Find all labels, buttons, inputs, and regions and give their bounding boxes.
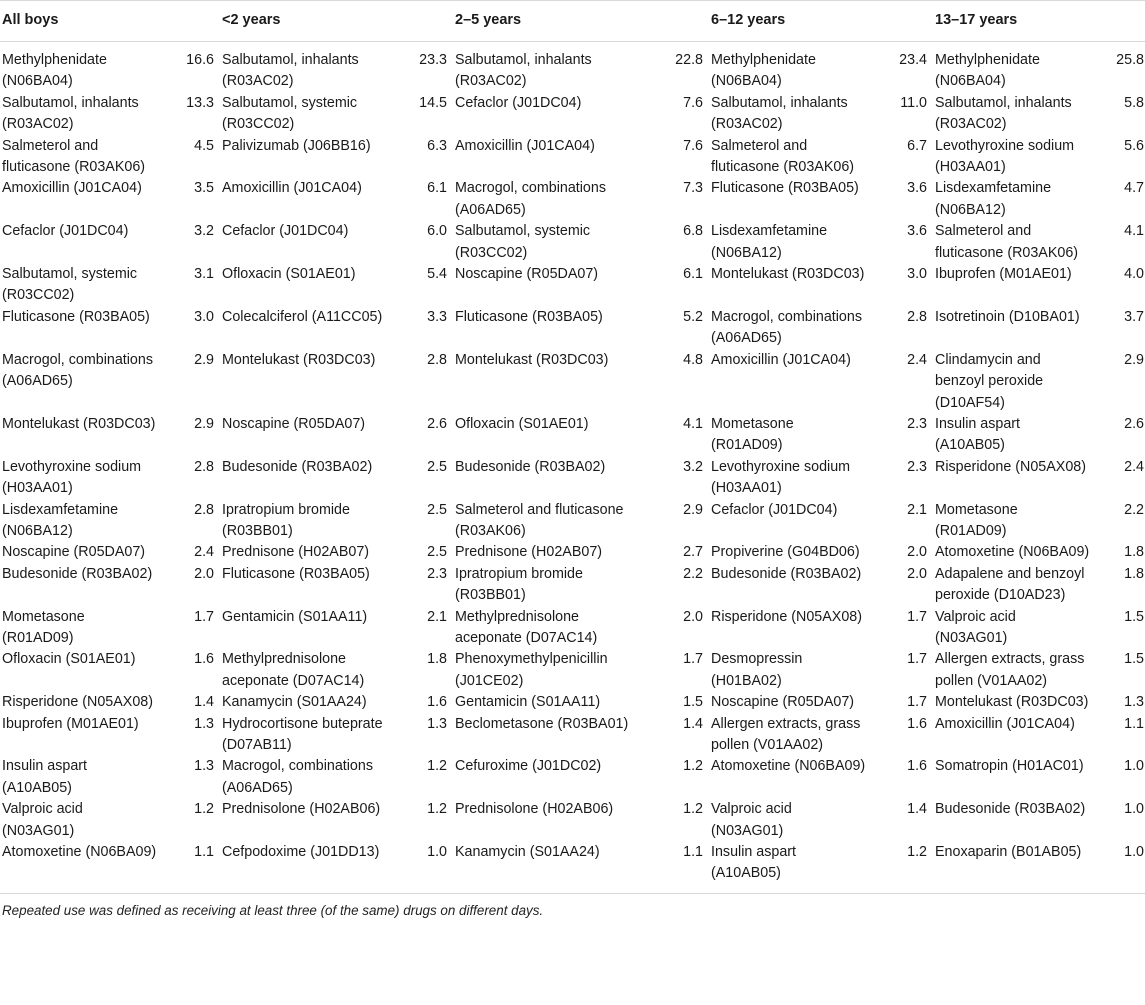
percent-value-under-2: 2.5 xyxy=(427,544,447,561)
percent-value-under-2: 2.8 xyxy=(427,351,447,368)
drug-name-6-12: Lisdexamfetamine (N06BA12) xyxy=(711,223,828,261)
drug-name-all-boys: Methylphenidate (N06BA04) xyxy=(2,52,107,90)
percent-value-6-12: 2.3 xyxy=(907,458,927,475)
percent-value-2-5: 1.2 xyxy=(683,801,703,818)
drug-name-under-2: Macrogol, combinations (A06AD65) xyxy=(222,758,373,796)
drug-name-all-boys: Risperidone (N05AX08) xyxy=(2,694,153,711)
percent-value-2-5: 1.5 xyxy=(683,694,703,711)
percent-value-all-boys: 16.6 xyxy=(186,52,214,68)
percent-value-13-17: 1.0 xyxy=(1124,844,1144,861)
percent-value-2-5: 2.0 xyxy=(683,608,703,625)
drug-name-6-12: Levothyroxine sodium (H03AA01) xyxy=(711,458,851,497)
percent-value-all-boys: 3.1 xyxy=(194,266,214,283)
drug-name-under-2: Hydrocortisone buteprate (D07AB11) xyxy=(222,715,383,753)
percent-value-6-12: 1.7 xyxy=(907,694,927,711)
percent-value-6-12: 3.6 xyxy=(907,223,927,240)
drug-name-2-5: Prednisone (H02AB07) xyxy=(455,544,603,561)
drug-name-2-5: Beclometasone (R03BA01) xyxy=(455,715,629,732)
drug-name-under-2: Prednisolone (H02AB06) xyxy=(222,801,381,818)
percent-value-6-12: 3.0 xyxy=(907,266,927,283)
percent-value-all-boys: 2.4 xyxy=(194,544,214,561)
drug-name-13-17: Montelukast (R03DC03) xyxy=(935,694,1089,711)
drug-name-under-2: Prednisone (H02AB07) xyxy=(222,544,370,561)
percent-value-under-2: 2.5 xyxy=(427,458,447,475)
table-row xyxy=(0,799,1145,842)
drug-name-under-2: Gentamicin (S01AA11) xyxy=(222,608,368,625)
drug-name-13-17: Atomoxetine (N06BA09) xyxy=(935,544,1090,561)
drug-name-13-17: Adapalene and benzoyl peroxide (D10AD23) xyxy=(935,565,1085,604)
table-row xyxy=(0,414,1145,457)
drug-name-2-5: Salmeterol and fluticasone (R03AK06) xyxy=(455,501,624,539)
drug-name-2-5: Kanamycin (S01AA24) xyxy=(455,844,600,861)
drug-name-under-2: Cefaclor (J01DC04) xyxy=(222,223,349,240)
percent-value-under-2: 6.1 xyxy=(427,180,447,197)
percent-value-6-12: 2.4 xyxy=(907,351,927,368)
percent-value-6-12: 6.7 xyxy=(907,137,927,154)
table-row xyxy=(0,264,1145,307)
drug-name-2-5: Gentamicin (S01AA11) xyxy=(455,694,601,711)
percent-value-under-2: 14.5 xyxy=(419,94,447,111)
drug-name-all-boys: Noscapine (R05DA07) xyxy=(2,544,146,561)
table-row xyxy=(0,42,1145,93)
drug-name-2-5: Prednisolone (H02AB06) xyxy=(455,801,614,818)
percent-value-under-2: 1.0 xyxy=(427,844,447,861)
drug-name-all-boys: Salbutamol, inhalants (R03AC02) xyxy=(2,94,139,133)
table-row xyxy=(0,178,1145,221)
drug-name-under-2: Fluticasone (R03BA05) xyxy=(222,565,370,582)
table-row xyxy=(0,842,1145,893)
percent-value-6-12: 1.7 xyxy=(907,608,927,625)
percent-value-13-17: 2.9 xyxy=(1124,351,1144,368)
percent-value-under-2: 1.2 xyxy=(427,758,447,775)
percent-value-all-boys: 1.3 xyxy=(194,758,214,775)
drug-name-under-2: Ofloxacin (S01AE01) xyxy=(222,266,356,283)
drug-name-2-5: Salbutamol, inhalants (R03AC02) xyxy=(455,52,592,90)
header-all-boys: All boys xyxy=(0,1,220,42)
percent-value-6-12: 2.0 xyxy=(907,544,927,561)
percent-value-2-5: 1.4 xyxy=(683,715,703,732)
table-row xyxy=(0,649,1145,692)
table-row xyxy=(0,307,1145,350)
drug-name-13-17: Salbutamol, inhalants (R03AC02) xyxy=(935,94,1072,133)
drug-name-under-2: Cefpodoxime (J01DD13) xyxy=(222,844,380,861)
drug-name-under-2: Noscapine (R05DA07) xyxy=(222,415,366,432)
percent-value-2-5: 2.7 xyxy=(683,544,703,561)
percent-value-under-2: 6.3 xyxy=(427,137,447,154)
percent-value-6-12: 23.4 xyxy=(899,52,927,68)
drug-name-all-boys: Budesonide (R03BA02) xyxy=(2,565,153,582)
drug-name-all-boys: Macrogol, combinations (A06AD65) xyxy=(2,351,153,390)
table-header xyxy=(0,1,1145,42)
percent-value-under-2: 2.6 xyxy=(427,415,447,432)
percent-value-under-2: 2.3 xyxy=(427,565,447,582)
drug-name-under-2: Kanamycin (S01AA24) xyxy=(222,694,367,711)
drug-name-under-2: Salbutamol, systemic (R03CC02) xyxy=(222,94,358,133)
percent-value-2-5: 3.2 xyxy=(683,458,703,475)
percent-value-2-5: 7.3 xyxy=(683,180,703,197)
drug-name-6-12: Risperidone (N05AX08) xyxy=(711,608,862,625)
percent-value-under-2: 5.4 xyxy=(427,266,447,283)
drug-name-all-boys: Ofloxacin (S01AE01) xyxy=(2,651,136,668)
percent-value-2-5: 4.1 xyxy=(683,415,703,432)
percent-value-all-boys: 1.6 xyxy=(194,651,214,668)
percent-value-2-5: 1.1 xyxy=(683,844,703,861)
drug-name-13-17: Levothyroxine sodium (H03AA01) xyxy=(935,137,1075,176)
percent-value-2-5: 6.8 xyxy=(683,223,703,240)
drug-name-6-12: Salbutamol, inhalants (R03AC02) xyxy=(711,94,848,133)
percent-value-13-17: 5.8 xyxy=(1124,94,1144,111)
drug-name-2-5: Amoxicillin (J01CA04) xyxy=(455,137,595,154)
drug-name-6-12: Valproic acid (N03AG01) xyxy=(711,801,792,839)
percent-value-13-17: 4.1 xyxy=(1124,223,1144,240)
percent-value-13-17: 1.3 xyxy=(1124,694,1144,711)
percent-value-13-17: 4.7 xyxy=(1124,180,1144,197)
drug-name-13-17: Insulin aspart (A10AB05) xyxy=(935,415,1021,454)
percent-value-13-17: 2.4 xyxy=(1124,458,1144,475)
percent-value-2-5: 22.8 xyxy=(675,52,703,68)
drug-name-13-17: Mometasone (R01AD09) xyxy=(935,501,1018,539)
drug-name-6-12: Allergen extracts, grass pollen (V01AA02) xyxy=(711,715,861,753)
percent-value-all-boys: 2.9 xyxy=(194,351,214,368)
percent-value-all-boys: 13.3 xyxy=(186,94,214,111)
percent-value-13-17: 1.5 xyxy=(1124,651,1144,668)
drug-name-under-2: Budesonide (R03BA02) xyxy=(222,458,373,475)
percent-value-6-12: 3.6 xyxy=(907,180,927,197)
drug-name-13-17: Clindamycin and benzoyl peroxide (D10AF54) xyxy=(935,351,1044,411)
percent-value-under-2: 6.0 xyxy=(427,223,447,240)
drug-name-under-2: Amoxicillin (J01CA04) xyxy=(222,180,362,197)
percent-value-all-boys: 1.2 xyxy=(194,801,214,818)
drug-name-2-5: Ofloxacin (S01AE01) xyxy=(455,415,589,432)
percent-value-2-5: 2.9 xyxy=(683,501,703,518)
table-row xyxy=(0,756,1145,799)
drug-name-2-5: Methylprednisolone aceponate (D07AC14) xyxy=(455,608,598,646)
percent-value-under-2: 23.3 xyxy=(419,52,447,68)
percent-value-under-2: 3.3 xyxy=(427,308,447,325)
drug-name-under-2: Montelukast (R03DC03) xyxy=(222,351,376,368)
percent-value-under-2: 1.3 xyxy=(427,715,447,732)
drug-name-6-12: Insulin aspart (A10AB05) xyxy=(711,844,797,882)
drug-name-2-5: Noscapine (R05DA07) xyxy=(455,266,599,283)
percent-value-6-12: 2.0 xyxy=(907,565,927,582)
percent-value-13-17: 1.8 xyxy=(1124,544,1144,561)
percent-value-under-2: 1.2 xyxy=(427,801,447,818)
header-2-5-years: 2–5 years xyxy=(453,1,709,42)
percent-value-2-5: 1.7 xyxy=(683,651,703,668)
drug-name-2-5: Fluticasone (R03BA05) xyxy=(455,308,603,325)
percent-value-6-12: 1.2 xyxy=(907,844,927,861)
percent-value-6-12: 2.1 xyxy=(907,501,927,518)
percent-value-13-17: 1.8 xyxy=(1124,565,1144,582)
drug-name-all-boys: Salbutamol, systemic (R03CC02) xyxy=(2,266,138,304)
table-row xyxy=(0,350,1145,414)
drug-name-under-2: Ipratropium bromide (R03BB01) xyxy=(222,501,350,539)
percent-value-13-17: 1.5 xyxy=(1124,608,1144,625)
percent-value-all-boys: 1.1 xyxy=(194,844,214,861)
drug-name-6-12: Mometasone (R01AD09) xyxy=(711,415,794,454)
drug-name-2-5: Budesonide (R03BA02) xyxy=(455,458,606,475)
drug-name-2-5: Ipratropium bromide (R03BB01) xyxy=(455,565,583,604)
percent-value-6-12: 1.7 xyxy=(907,651,927,668)
percent-value-2-5: 5.2 xyxy=(683,308,703,325)
percent-value-all-boys: 4.5 xyxy=(194,137,214,154)
drug-name-13-17: Salmeterol and fluticasone (R03AK06) xyxy=(935,223,1079,261)
percent-value-under-2: 1.8 xyxy=(427,651,447,668)
header-under-2-years: <2 years xyxy=(220,1,453,42)
percent-value-all-boys: 1.7 xyxy=(194,608,214,625)
drug-name-13-17: Enoxaparin (B01AB05) xyxy=(935,844,1082,861)
drug-name-13-17: Methylphenidate (N06BA04) xyxy=(935,52,1040,90)
drug-name-all-boys: Cefaclor (J01DC04) xyxy=(2,223,129,240)
drug-name-under-2: Palivizumab (J06BB16) xyxy=(222,137,371,154)
table-row xyxy=(0,500,1145,543)
percent-value-6-12: 2.8 xyxy=(907,308,927,325)
percent-value-13-17: 4.0 xyxy=(1124,266,1144,283)
drug-name-6-12: Noscapine (R05DA07) xyxy=(711,694,855,711)
table-footnote: Repeated use was defined as receiving at least three (of the same) drugs on different days. xyxy=(2,902,544,918)
drug-name-all-boys: Atomoxetine (N06BA09) xyxy=(2,844,157,861)
drug-name-13-17: Amoxicillin (J01CA04) xyxy=(935,715,1075,732)
table-body xyxy=(0,42,1145,894)
drug-name-all-boys: Valproic acid (N03AG01) xyxy=(2,801,83,839)
drug-name-2-5: Montelukast (R03DC03) xyxy=(455,351,609,368)
percent-value-under-2: 2.5 xyxy=(427,501,447,518)
percent-value-all-boys: 1.3 xyxy=(194,715,214,732)
percent-value-13-17: 3.7 xyxy=(1124,308,1144,325)
percent-value-2-5: 7.6 xyxy=(683,94,703,111)
percent-value-all-boys: 1.4 xyxy=(194,694,214,711)
drug-name-13-17: Valproic acid (N03AG01) xyxy=(935,608,1016,646)
drug-name-all-boys: Ibuprofen (M01AE01) xyxy=(2,715,139,732)
drug-name-6-12: Atomoxetine (N06BA09) xyxy=(711,758,866,775)
table-row xyxy=(0,221,1145,264)
percent-value-6-12: 1.4 xyxy=(907,801,927,818)
table-row xyxy=(0,136,1145,179)
drug-name-all-boys: Lisdexamfetamine (N06BA12) xyxy=(2,501,119,539)
drug-name-6-12: Salmeterol and fluticasone (R03AK06) xyxy=(711,137,855,176)
percent-value-under-2: 1.6 xyxy=(427,694,447,711)
drug-name-13-17: Budesonide (R03BA02) xyxy=(935,801,1086,818)
drug-name-13-17: Isotretinoin (D10BA01) xyxy=(935,308,1080,325)
drug-name-2-5: Cefuroxime (J01DC02) xyxy=(455,758,602,775)
drug-name-all-boys: Insulin aspart (A10AB05) xyxy=(2,758,88,796)
table-row xyxy=(0,714,1145,757)
percent-value-2-5: 6.1 xyxy=(683,266,703,283)
percent-value-all-boys: 2.9 xyxy=(194,415,214,432)
drug-name-all-boys: Salmeterol and fluticasone (R03AK06) xyxy=(2,137,146,176)
drug-name-6-12: Amoxicillin (J01CA04) xyxy=(711,351,851,368)
drug-name-6-12: Methylphenidate (N06BA04) xyxy=(711,52,816,90)
percent-value-13-17: 25.8 xyxy=(1116,52,1144,68)
drug-name-2-5: Phenoxymethylpenicillin (J01CE02) xyxy=(455,651,608,689)
drug-name-under-2: Colecalciferol (A11CC05) xyxy=(222,308,383,325)
percent-value-all-boys: 2.0 xyxy=(194,565,214,582)
header-6-12-years: 6–12 years xyxy=(709,1,933,42)
percent-value-6-12: 2.3 xyxy=(907,415,927,432)
percent-value-6-12: 1.6 xyxy=(907,758,927,775)
percent-value-6-12: 1.6 xyxy=(907,715,927,732)
drug-name-13-17: Ibuprofen (M01AE01) xyxy=(935,266,1072,283)
drug-name-all-boys: Fluticasone (R03BA05) xyxy=(2,308,150,325)
drug-name-all-boys: Levothyroxine sodium (H03AA01) xyxy=(2,458,142,497)
drug-name-13-17: Allergen extracts, grass pollen (V01AA02) xyxy=(935,651,1085,689)
table-row xyxy=(0,542,1145,563)
percent-value-13-17: 2.6 xyxy=(1124,415,1144,432)
header-row xyxy=(0,1,1145,42)
drug-name-under-2: Methylprednisolone aceponate (D07AC14) xyxy=(222,651,365,689)
header-13-17-years: 13–17 years xyxy=(933,1,1145,42)
percent-value-under-2: 2.1 xyxy=(427,608,447,625)
drug-name-6-12: Montelukast (R03DC03) xyxy=(711,266,865,283)
drug-name-all-boys: Mometasone (R01AD09) xyxy=(2,608,85,646)
percent-value-all-boys: 3.2 xyxy=(194,223,214,240)
percent-value-2-5: 2.2 xyxy=(683,565,703,582)
drug-name-6-12: Desmopressin (H01BA02) xyxy=(711,651,803,689)
percent-value-13-17: 1.0 xyxy=(1124,801,1144,818)
table-row xyxy=(0,93,1145,136)
drug-name-6-12: Fluticasone (R03BA05) xyxy=(711,180,859,197)
percent-value-2-5: 4.8 xyxy=(683,351,703,368)
drug-name-6-12: Macrogol, combinations (A06AD65) xyxy=(711,308,862,347)
percent-value-6-12: 11.0 xyxy=(900,94,927,111)
percent-value-2-5: 1.2 xyxy=(683,758,703,775)
percent-value-13-17: 1.0 xyxy=(1124,758,1144,775)
drug-name-all-boys: Amoxicillin (J01CA04) xyxy=(2,180,142,197)
drug-name-under-2: Salbutamol, inhalants (R03AC02) xyxy=(222,52,359,90)
drug-name-13-17: Lisdexamfetamine (N06BA12) xyxy=(935,180,1052,218)
drug-name-6-12: Propiverine (G04BD06) xyxy=(711,544,860,561)
percent-value-2-5: 7.6 xyxy=(683,137,703,154)
table-row xyxy=(0,607,1145,650)
drug-name-13-17: Somatropin (H01AC01) xyxy=(935,758,1084,775)
percent-value-all-boys: 3.0 xyxy=(194,308,214,325)
drug-name-6-12: Cefaclor (J01DC04) xyxy=(711,501,838,518)
drug-name-2-5: Macrogol, combinations (A06AD65) xyxy=(455,180,606,218)
drug-name-2-5: Cefaclor (J01DC04) xyxy=(455,94,582,111)
percent-value-13-17: 2.2 xyxy=(1124,501,1144,518)
table-row xyxy=(0,457,1145,500)
percent-value-all-boys: 2.8 xyxy=(194,501,214,518)
drug-name-2-5: Salbutamol, systemic (R03CC02) xyxy=(455,223,591,261)
drug-name-all-boys: Montelukast (R03DC03) xyxy=(2,415,156,432)
percent-value-all-boys: 2.8 xyxy=(194,458,214,475)
table-row xyxy=(0,564,1145,607)
percent-value-13-17: 5.6 xyxy=(1124,137,1144,154)
drug-name-13-17: Risperidone (N05AX08) xyxy=(935,458,1086,475)
percent-value-all-boys: 3.5 xyxy=(194,180,214,197)
drug-name-6-12: Budesonide (R03BA02) xyxy=(711,565,862,582)
percent-value-13-17: 1.1 xyxy=(1124,715,1144,732)
table-row xyxy=(0,692,1145,713)
